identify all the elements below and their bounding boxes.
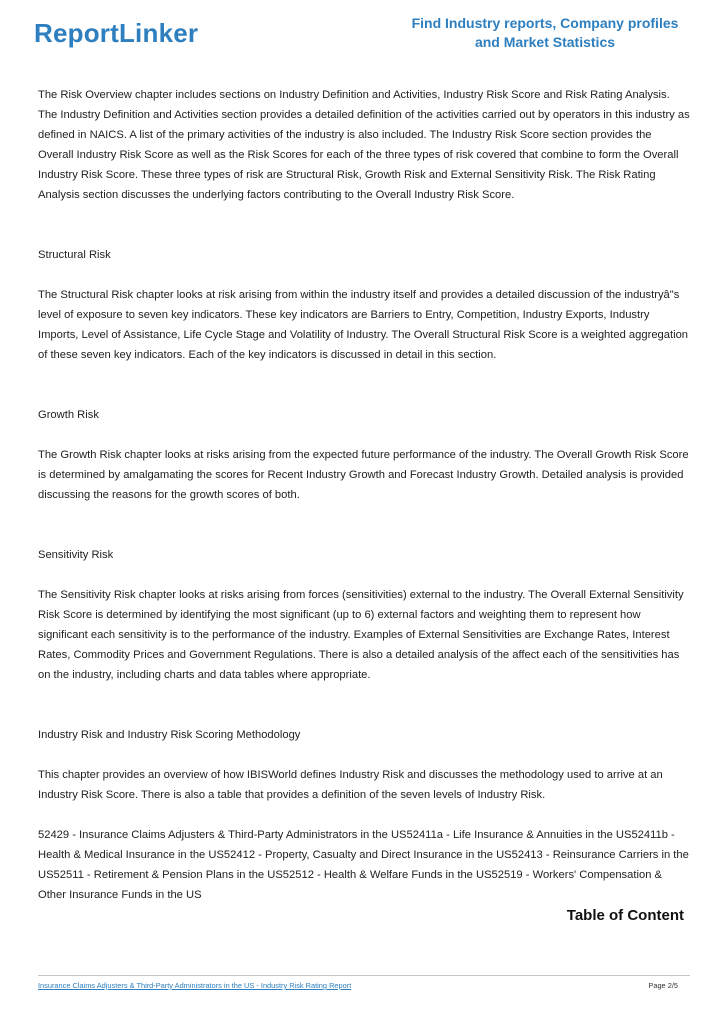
intro-paragraph: The Risk Overview chapter includes sections on Industry Definition and Activities, Industry Risk Score and Risk Rating Analysis. The Industry Definition and Activities section provides a detailed definition of the activities carried out by operators in this industry as defined in NAICS. A list of the primary activities of the industry is also included. The Industry Risk Score section provides the Overall Industry Risk Score as well as the Risk Scores for each of the three types of risk covered that combine to form the Overall Industry Risk Score. These three types of risk are Structural Risk, Growth Risk and External Sensitivity Risk. The Risk Rating Analysis section discusses the underlying factors contributing to the Overall Industry Risk Score. (38, 89, 690, 201)
tagline-line-1: Find Industry reports, Company profiles (411, 15, 679, 31)
industry-codes-paragraph: 52429 - Insurance Claims Adjusters & Third-Party Administrators in the US52411a - Life Insurance & Annuities in the US52411b - Health & Medical Insurance in the US52412 - Property, Casualty and Direct Insurance in the US52413 - Reinsurance Carriers in the US52511 - Retirement & Pension Plans in the US52512 - Health & Welfare Funds in the US52519 - Workers' Compensation & Other Insurance Funds in the US (38, 829, 689, 901)
reportlinker-logo[interactable]: ReportLinker (34, 18, 199, 48)
report-title-link[interactable]: Insurance Claims Adjusters & Third-Party Administrators in the US - Industry Risk Rating Report (38, 981, 352, 990)
methodology-heading: Industry Risk and Industry Risk Scoring Methodology (38, 729, 301, 741)
sensitivity-risk-paragraph: The Sensitivity Risk chapter looks at risks arising from forces (sensitivities) external to the industry. The Overall External Sensitivity Risk Score is determined by identifying the most significant (up to 6) external factors and weighting them to represent how significant each sensitivity is to the performance of the industry. Examples of External Sensitivities are Exchange Rates, Interest Rates, Commodity Prices and Government Regulations. There is also a detailed analysis of the affect each of the sensitivities has on the industry, including charts and data tables where appropriate. (38, 589, 684, 681)
page-number: Page 2/5 (648, 981, 678, 990)
growth-risk-paragraph: The Growth Risk chapter looks at risks arising from the expected future performance of the industry. The Overall Growth Risk Score is determined by amalgamating the scores for Recent Industry Growth and Forecast Industry Growth. Detailed analysis is provided discussing the reasons for the growth scores of both. (38, 449, 689, 501)
sensitivity-risk-heading: Sensitivity Risk (38, 549, 114, 561)
page-footer (38, 975, 690, 990)
header-tagline (390, 14, 700, 52)
table-of-content-label: Table of Content (566, 907, 684, 924)
structural-risk-paragraph: The Structural Risk chapter looks at risk arising from within the industry itself and provides a detailed discussion of the industryâ"s level of exposure to seven key indicators. These key indicators are Barriers to Entry, Competition, Industry Exports, Industry Imports, Level of Assistance, Life Cycle Stage and Volatility of Industry. The Overall Structural Risk Score is a weighted aggregation of these seven key indicators. Each of the key indicators is discussed in detail in this section. (38, 289, 689, 361)
structural-risk-heading: Structural Risk (38, 249, 111, 261)
tagline-line-2: and Market Statistics (474, 34, 616, 50)
methodology-paragraph: This chapter provides an overview of how IBISWorld defines Industry Risk and discusses the methodology used to arrive at an Industry Risk Score. There is also a table that provides a definition of the seven levels of Industry Risk. (38, 769, 663, 801)
growth-risk-heading: Growth Risk (38, 409, 99, 421)
page-header (0, 0, 728, 60)
report-body (38, 85, 690, 905)
